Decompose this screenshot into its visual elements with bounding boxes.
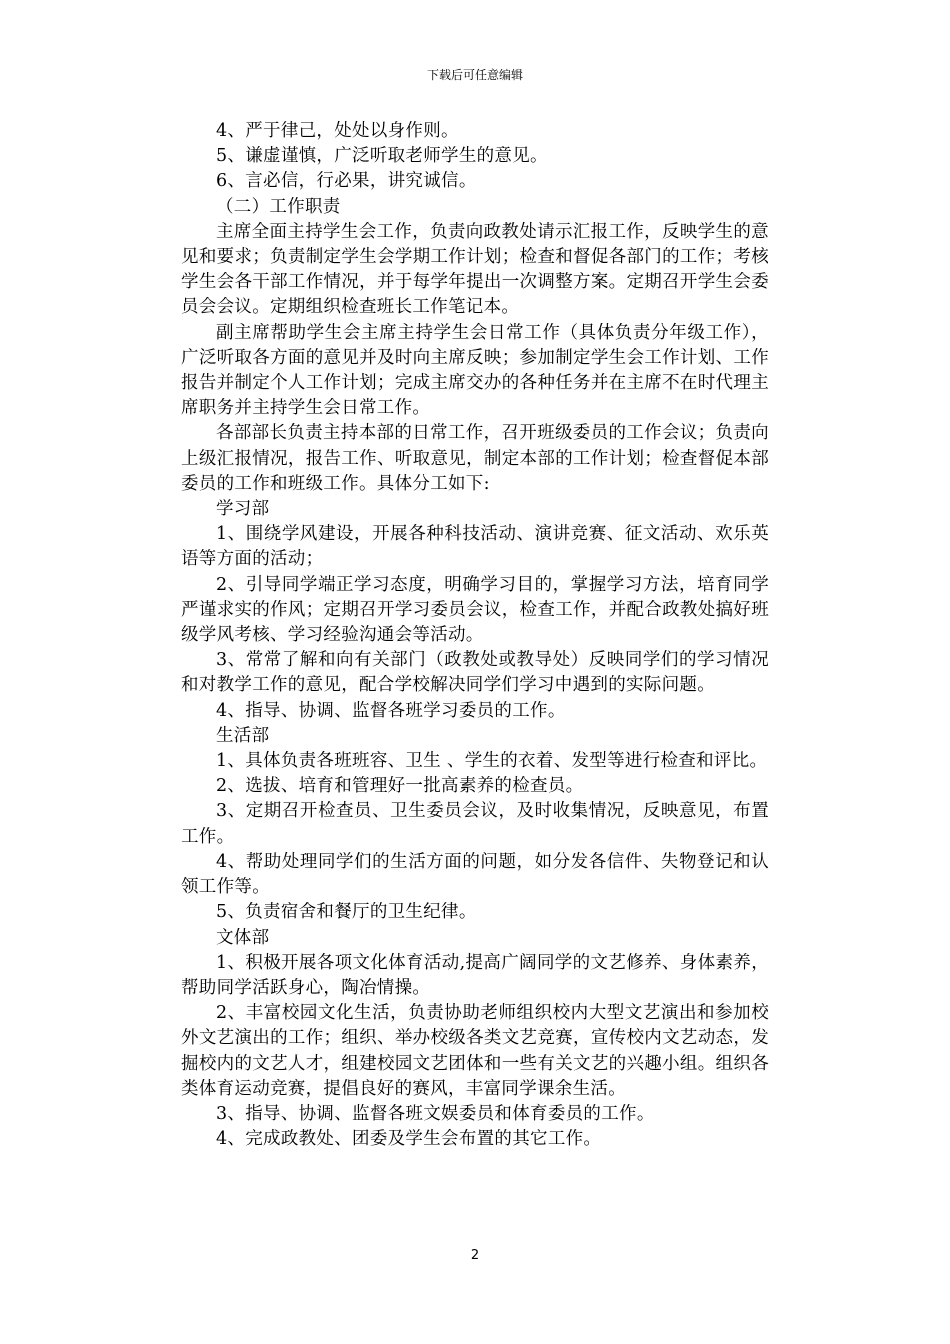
study-item-2: 2、引导同学端正学习态度，明确学习目的，掌握学习方法，培育同学严谨求实的作风；定期召开学习委员会议，检查工作，并配合政教处搞好班级学风考核、学习经验沟通会等活动。 xyxy=(181,574,769,646)
life-item-4: 4、帮助处理同学们的生活方面的问题，如分发各信件、失物登记和认领工作等。 xyxy=(181,851,769,898)
list-item-4: 4、严于律己，处处以身作则。 xyxy=(216,121,459,141)
page-number: 2 xyxy=(470,1248,480,1263)
subheading-study-dept: 学习部 xyxy=(216,499,270,520)
study-item-4: 4、指导、协调、监督各班学习委员的工作。 xyxy=(216,700,566,721)
paragraph-chairman: 主席全面主持学生会工作，负责向政教处请示汇报工作，反映学生的意见和要求；负责制定学生会学期工作计划；检查和督促各部门的工作；考核学生会各干部工作情况，并于每学年提出一次调整方案。定期召开学生会委员会会议。定期组织检查班长工作笔记本。 xyxy=(181,221,769,318)
list-item-6: 6、言必信，行必果，讲究诚信。 xyxy=(216,171,477,192)
paragraph-vice-chairman: 副主席帮助学生会主席主持学生会日常工作（具体负责分年级工作），广泛听取各方面的意见并及时向主席反映；参加制定学生会工作计划、工作报告并制定个人工作计划；完成主席交办的各种任务并在主席不在时代理主席职务并主持学生会日常工作。 xyxy=(181,322,769,419)
culture-item-1: 1、积极开展各项文化体育活动,提高广阔同学的文艺修养、身体素养，帮助同学活跃身心，陶冶情操。 xyxy=(181,952,769,998)
section-heading-duties: （二）工作职责 xyxy=(216,196,341,217)
culture-item-2: 2、丰富校园文化生活，负责协助老师组织校内大型文艺演出和参加校外文艺演出的工作；组织、举办校级各类文艺竞赛，宣传校内文艺动态，发掘校内的文艺人才，组建校园文艺团体和一些有关文艺的兴趣小组。组织各类体育运动竞赛，提倡良好的赛风，丰富同学课余生活。 xyxy=(181,1003,769,1099)
study-item-3: 3、常常了解和向有关部门（政教处或教导处）反映同学们的学习情况和对教学工作的意见，配合学校解决同学们学习中遇到的实际问题。 xyxy=(181,650,769,696)
culture-item-3: 3、指导、协调、监督各班文娱委员和体育委员的工作。 xyxy=(216,1103,655,1124)
culture-item-4: 4、完成政教处、团委及学生会布置的其它工作。 xyxy=(216,1129,602,1150)
subheading-life-dept: 生活部 xyxy=(216,725,270,746)
subheading-culture-sports-dept: 文体部 xyxy=(216,927,270,948)
page-header: 下载后可任意编辑 xyxy=(426,68,523,82)
document-body xyxy=(181,119,769,1152)
life-item-3: 3、定期召开检查员、卫生委员会议，及时收集情况，反映意见，布置工作。 xyxy=(181,801,769,847)
paragraph-department-heads: 各部部长负责主持本部的日常工作，召开班级委员的工作会议；负责向上级汇报情况，报告工作、听取意见，制定本部的工作计划；检查督促本部委员的工作和班级工作。具体分工如下: xyxy=(181,423,769,494)
life-item-2: 2、选拔、培育和管理好一批高素养的检查员。 xyxy=(216,776,584,797)
list-item-5: 5、谦虚谨慎，广泛听取老师学生的意见。 xyxy=(216,146,548,167)
study-item-1: 1、围绕学风建设，开展各种科技活动、演讲竞赛、征文活动、欢乐英语等方面的活动； xyxy=(181,524,769,570)
life-item-1: 1、具体负责各班班容、卫生 、学生的衣着、发型等进行检查和评比。 xyxy=(216,751,768,772)
life-item-5: 5、负责宿舍和餐厅的卫生纪律。 xyxy=(216,902,477,923)
